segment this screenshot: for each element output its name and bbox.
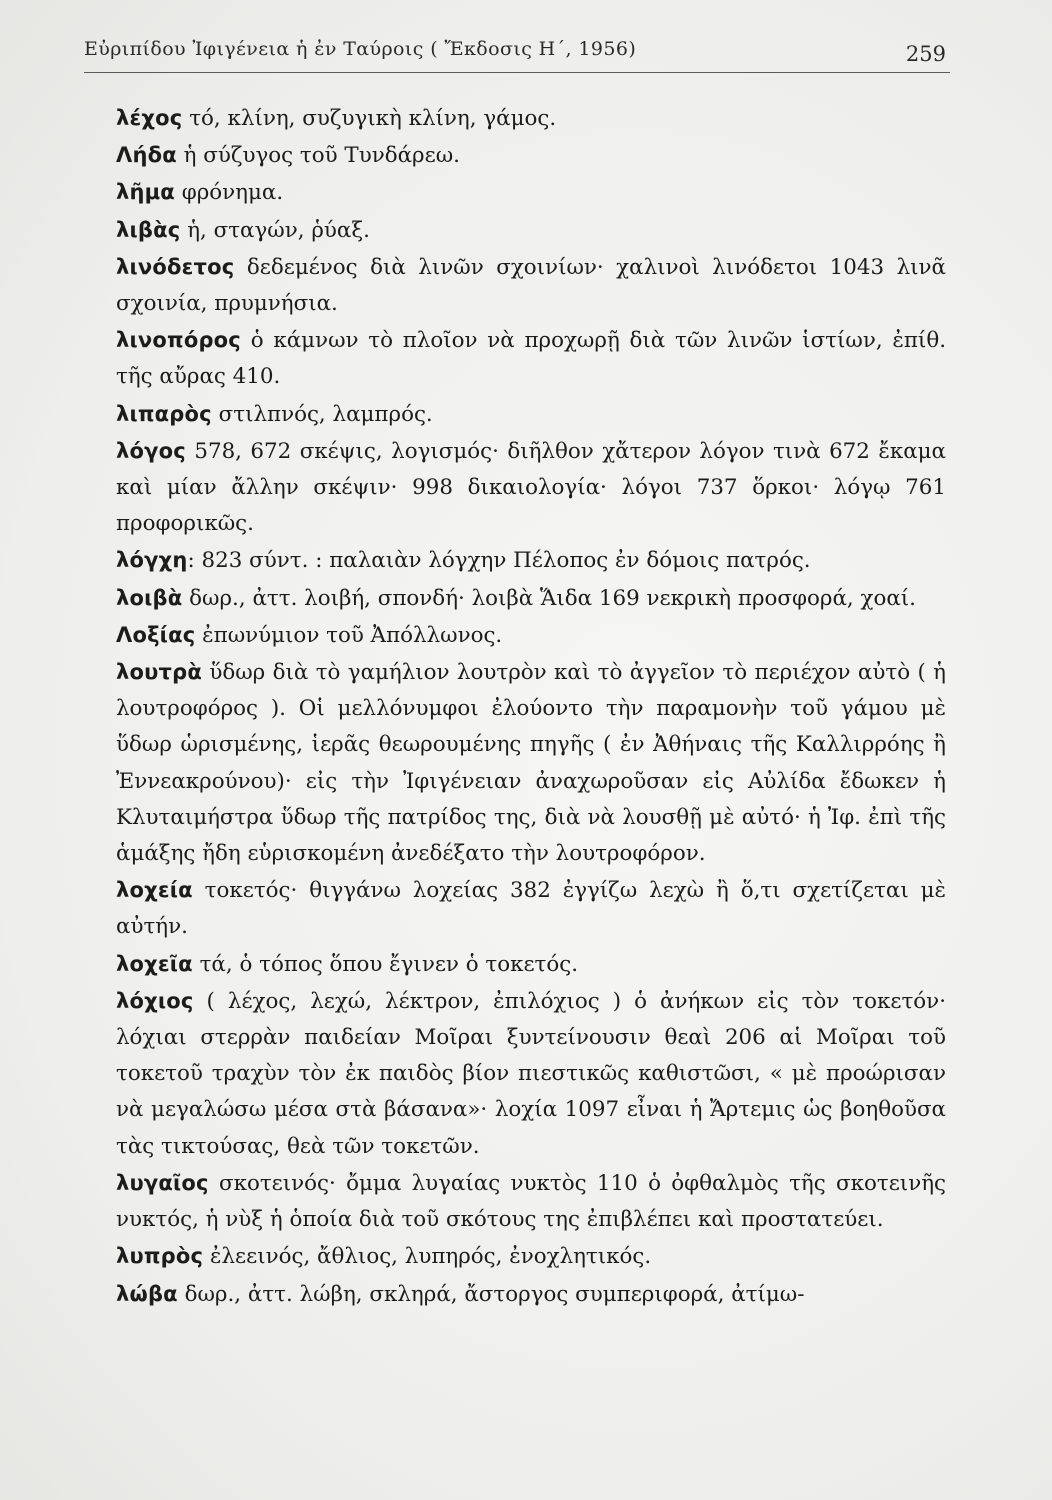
headword: λοχεία	[116, 878, 193, 903]
page-number: 259	[905, 42, 946, 66]
glossary-entry	[116, 137, 946, 174]
headword: λυγαῖος	[116, 1170, 209, 1195]
definition: δωρ., ἀττ. λώβη, σκληρά, ἄστοργος συμπεριφορά, ἀτίμω-	[177, 1281, 805, 1307]
glossary-entry	[116, 983, 946, 1165]
definition: τά, ὁ τόπος ὅπου ἔγινεν ὁ τοκετός.	[192, 951, 579, 977]
glossary-entry	[116, 396, 946, 433]
glossary-entry	[116, 1238, 946, 1275]
glossary-entry	[116, 1165, 946, 1238]
headword: λοχεῖα	[116, 951, 193, 976]
headword: Λήδα	[116, 143, 177, 168]
definition: : 823 σύντ. : παλαιὰν λόγχην Πέλοπος ἐν δόμοις πατρός.	[187, 548, 811, 574]
definition: τοκετός· θιγγάνω λοχείας 382 ἐγγίζω λεχὼ ἢ ὅ,τι σχετίζεται μὲ αὐτήν.	[116, 878, 946, 940]
definition: δωρ., ἀττ. λοιβή, σπονδή· λοιβὰ Ἅιδα 169 νεκρικὴ προσφορά, χοαί.	[182, 585, 916, 611]
glossary-entry	[116, 580, 946, 617]
definition: στιλπνός, λαμπρός.	[211, 401, 433, 427]
headword: λοιβὰ	[116, 585, 183, 610]
definition: σκοτεινός· ὄμμα λυγαίας νυκτὸς 110 ὁ ὀφθαλμὸς τῆς σκοτεινῆς νυκτός, ἡ νὺξ ἡ ὁποία διὰ τοῦ σκότους της ἐπιβλέπει καὶ προστατεύει.	[116, 1170, 946, 1233]
definition: ἡ, σταγών, ῥύαξ.	[180, 217, 370, 243]
glossary-entry	[116, 249, 946, 322]
definition: δεδεμένος διὰ λινῶν σχοινίων· χαλινοὶ λινόδετοι 1043 λινᾶ σχοινία, πρυμνήσια.	[116, 254, 946, 317]
headword: λινόδετος	[116, 254, 235, 279]
headword: Λοξίας	[116, 622, 196, 647]
glossary-entry	[116, 654, 946, 872]
headword: λόγος	[116, 438, 186, 463]
headword: λώβα	[116, 1281, 178, 1306]
definition: φρόνημα.	[174, 180, 284, 206]
definition: ὕδωρ διὰ τὸ γαμήλιον λουτρὸν καὶ τὸ ἀγγεῖον τὸ περιέχον αὐτὸ ( ἡ λουτροφόρος ). Οἱ μελλόνυμφοι ἐλούοντο τὴν παραμονὴν τοῦ γάμου μὲ ὕδωρ ὡρισμένης, ἱερᾶς θεωρουμένης πηγῆς ( ἐν Ἀθήναις τῆς Καλλιρρόης ἢ Ἐννεακρούνου)· εἰς τὴν Ἰφιγένειαν ἀναχωροῦσαν εἰς Αὐλίδα ἔδωκεν ἡ Κλυταιμήστρα ὕδωρ τῆς πατρίδος της, διὰ νὰ λουσθῇ μὲ αὐτό· ἡ Ἰφ. ἐπὶ τῆς ἁμάξης ἤδη εὑρισκομένη ἀνεδέξατο τὴν λουτροφόρον.	[116, 660, 946, 867]
glossary-entry	[116, 433, 946, 543]
definition: ἐλεεινός, ἄθλιος, λυπηρός, ἐνοχλητικός.	[203, 1244, 652, 1270]
headword: λουτρὰ	[116, 660, 202, 685]
headword: λόγχη	[116, 548, 188, 573]
glossary-entry	[116, 322, 946, 395]
headword: λόχιος	[116, 988, 194, 1013]
running-title: Εὐριπίδου Ἰφιγένεια ἡ ἐν Ταύροις ( Ἔκδοσις Η΄, 1956)	[84, 38, 637, 60]
definition: ( λέχος, λεχώ, λέκτρον, ἐπιλόχιος ) ὁ ἀνήκων εἰς τὸν τοκετόν· λόχιαι στερρὰν παιδείαν Μοῖραι ξυντείνουσιν θεαὶ 206 αἱ Μοῖραι τοῦ τοκετοῦ τραχὺν τὸν ἐκ παιδὸς βίον πιεστικῶς καθιστῶσι, « μὲ προώρισαν νὰ μεγαλώσω μέσα στὰ βάσανα»· λοχία 1097 εἶναι ἡ Ἄρτεμις ὡς βοηθοῦσα τὰς τικτούσας, θεὰ τῶν τοκετῶν.	[116, 988, 946, 1159]
glossary-entry	[116, 542, 946, 579]
glossary-entry	[116, 212, 946, 249]
glossary-entry	[116, 1276, 946, 1313]
definition: τό, κλίνη, συζυγικὴ κλίνη, γάμος.	[182, 106, 557, 131]
headword: λιπαρὸς	[116, 401, 212, 426]
glossary-entry	[116, 872, 946, 945]
definition: ἡ σύζυγος τοῦ Τυνδάρεω.	[176, 143, 460, 169]
definition: ὁ κάμνων τὸ πλοῖον νὰ προχωρῇ διὰ τῶν λινῶν ἱστίων, ἐπίθ. τῆς αὔρας 410.	[116, 328, 946, 390]
glossary-entry	[116, 174, 946, 211]
glossary-entry	[116, 946, 946, 983]
glossary-entry	[116, 100, 946, 137]
headword: λῆμα	[116, 180, 175, 205]
definition: 578, 672 σκέψις, λογισμός· διῆλθον χἄτερον λόγον τινὰ 672 ἔκαμα καὶ μίαν ἄλλην σκέψιν· 998 δικαιολογία· λόγοι 737 ὅρκοι· λόγῳ 761 προφορικῶς.	[116, 438, 946, 537]
headword: λιβὰς	[116, 217, 181, 242]
glossary-body	[116, 100, 946, 1313]
header-rule	[84, 72, 950, 73]
glossary-entry	[116, 617, 946, 654]
headword: λέχος	[116, 106, 183, 130]
definition: ἐπωνύμιον τοῦ Ἀπόλλωνος.	[195, 622, 503, 648]
headword: λυπρὸς	[116, 1244, 204, 1269]
headword: λινοπόρος	[116, 328, 241, 353]
